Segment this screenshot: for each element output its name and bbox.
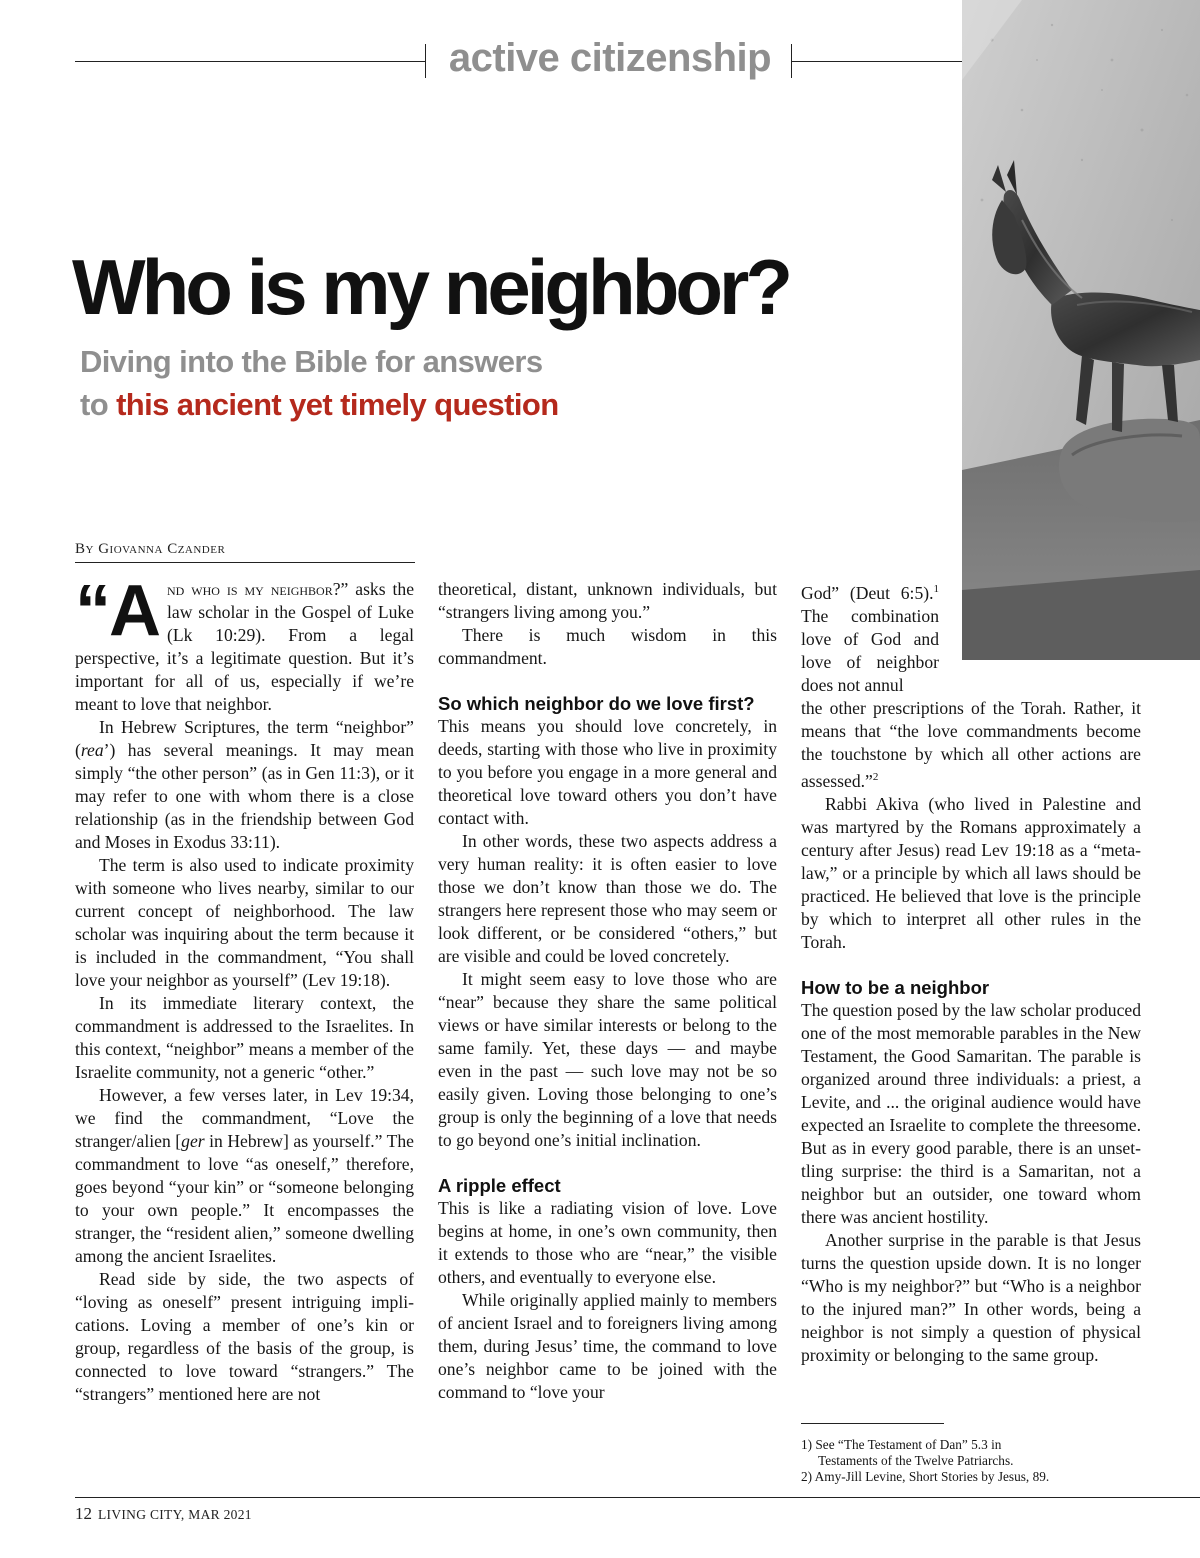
column-2 [438, 578, 777, 1404]
paragraph: The term is also used to indicate proximity with someone who lives nearby, similar to our current concept of neighborhood. The law scholar was inquiring about the term because it is included in the commandment, “You shall love your neighbor as yourself” (Lev 19:18). [75, 855, 414, 990]
section-rule-right [791, 61, 962, 62]
lead-in: nd who is my neighbor?” [167, 579, 349, 599]
footnote-2: 2) Amy-Jill Levine, Short Stories by Jesus, 89. [801, 1469, 1050, 1484]
byline: By Giovanna Czander [75, 541, 226, 557]
section-tick-left [425, 44, 426, 78]
paragraph: In its immediate literary context, the commandment is addressed to the Israelites. In this context, “neighbor” means a member of the Israelite community, not a generic “other.” [75, 993, 414, 1082]
column-1 [75, 571, 414, 1406]
paragraph: This means you should love concretely, in deeds, starting with those who live in proximity to you before you engage in a more general and theoretical love toward others you don’t have contact with. [438, 716, 777, 828]
paragraph: There is much wisdom in this commandment. [438, 625, 777, 668]
paragraph: The question posed by the law scholar produced one of the most memorable parables in the New Testament, the Good Samaritan. The parable is organized around three individuals: a priest, a Levite, and ... the original audience would have expected an Israelite to complete the threesome. But as in every good parable, there is an unsettling surprise: the third is a Samaritan, not a neighbor but an outsider, one toward whom there was ancient hostility. [801, 999, 1141, 1227]
paragraph: While originally applied mainly to members of ancient Israel and to foreigners living among them, during Jesus’ time, the command to love one’s neighbor came to be joined with the command to “love your [438, 1290, 777, 1402]
footnote-rule [801, 1423, 944, 1424]
section-label: active citizenship [448, 36, 772, 80]
paragraph: theoretical, distant, unknown individuals, but “strangers living among you.” [438, 579, 777, 622]
subtitle-line-2 [80, 383, 559, 426]
paragraph: Another surprise in the parable is that Jesus turns the question upside down. It is no longer “Who is my neighbor?” but “Who is a neighbor to the injured man?” In other words, being a neighbor is not simply a question of physical proximity or belonging to the same group. [801, 1229, 1141, 1365]
section-rule-left [75, 61, 425, 62]
footnote-1: 1) See “The Testament of Dan” 5.3 in [801, 1437, 1002, 1452]
paragraph-wrap: God” (Deut 6:5).$^1$ The combination love of God and love of neighbor does not annul [801, 582, 939, 695]
paragraph: Rabbi Akiva (who lived in Palestine and was martyred by the Romans approximately a century after Jesus) read Lev 19:18 as a “meta-law,” or a principle by which all laws should be practiced. He believed that love is the principle by which to interpret all other rules in the Torah. [801, 793, 1141, 952]
subtitle-prefix: to [80, 387, 117, 422]
byline-rule [75, 562, 415, 563]
footnote-1-cont: Testaments of the Twelve Patriarchs. [818, 1453, 1014, 1468]
folio [75, 1504, 252, 1524]
section-heading: How to be a neighbor [801, 976, 990, 998]
section-heading: A ripple effect [438, 1175, 561, 1196]
article-subtitle [80, 340, 559, 426]
paragraph: Read side by side, the two aspects of “loving as oneself” present intriguing implications. Loving a member of one’s kin or group, regardless of the basis of the group, is connected to love toward “strangers.” The “strangers” mentioned here are not [75, 1269, 414, 1404]
paragraph: However, a few verses later, in Lev 19:34, we find the commandment, “Love the stranger/alien [ger in Hebrew] as yourself.” The commandment to love “as oneself,” therefore, goes beyond “your kin” or “someone belonging to your own people.” It encompasses the stranger, the “resident alien,” someone dwelling among the ancient Israelites. [75, 1085, 414, 1266]
paragraph: This is like a radiating vision of love. Love begins at home, in one’s own community, then it extends to those who are “near,” the visible others, and eventually to everyone else. [438, 1198, 777, 1287]
paragraph: In Hebrew Scriptures, the term “neighbor” (rea’) has several meanings. It may mean simply “the other person” (as in Gen 11:3), or it may refer to one with whom there is a close relationship (as in the friendship between God and Moses in Exodus 33:11). [75, 717, 414, 852]
paragraph: the other prescriptions of the Torah. Rather, it means that “the love commandments become the touchstone by which all other actions are assessed.”$^2$ [801, 697, 1141, 791]
folio-rule [75, 1497, 1200, 1498]
page-number: 12 [75, 1504, 92, 1523]
article-title: Who is my neighbor? [72, 243, 789, 331]
drop-cap: “A [75, 571, 159, 651]
paragraph: “A nd who is my neighbor?” asks the law scholar in the Gospel of Luke (Lk 10:29). From a legal perspective, it’s a legitimate question. But it’s important for all of us, especially if we’re meant to love that neighbor. [75, 571, 414, 714]
section-heading: So which neighbor do we love first? [438, 693, 755, 714]
publication-date: LIVING CITY, MAR 2021 [98, 1507, 252, 1522]
column-3 [801, 578, 1141, 1367]
subtitle-line-1: Diving into the Bible for answers [80, 344, 543, 379]
paragraph: In other words, these two aspects address a very human reality: it is often easier to love those we don’t know than those we do. The strangers here represent those who may seem or look different, or be considered “others,” but are visible and could be loved concretely. [438, 831, 777, 966]
footnotes [801, 1437, 1141, 1485]
subtitle-highlight: this ancient yet timely question [116, 387, 559, 422]
donkey-sculpture-photo [962, 0, 1200, 660]
paragraph: It might seem easy to love those who are “near” because they share the same political views or have similar interests or belong to the same family. Yet, these days — and maybe even in the past — such love may not be so easily given. Loving those belonging to one’s group is only the beginning of a love that needs to go beyond one’s initial inclination. [438, 969, 777, 1150]
